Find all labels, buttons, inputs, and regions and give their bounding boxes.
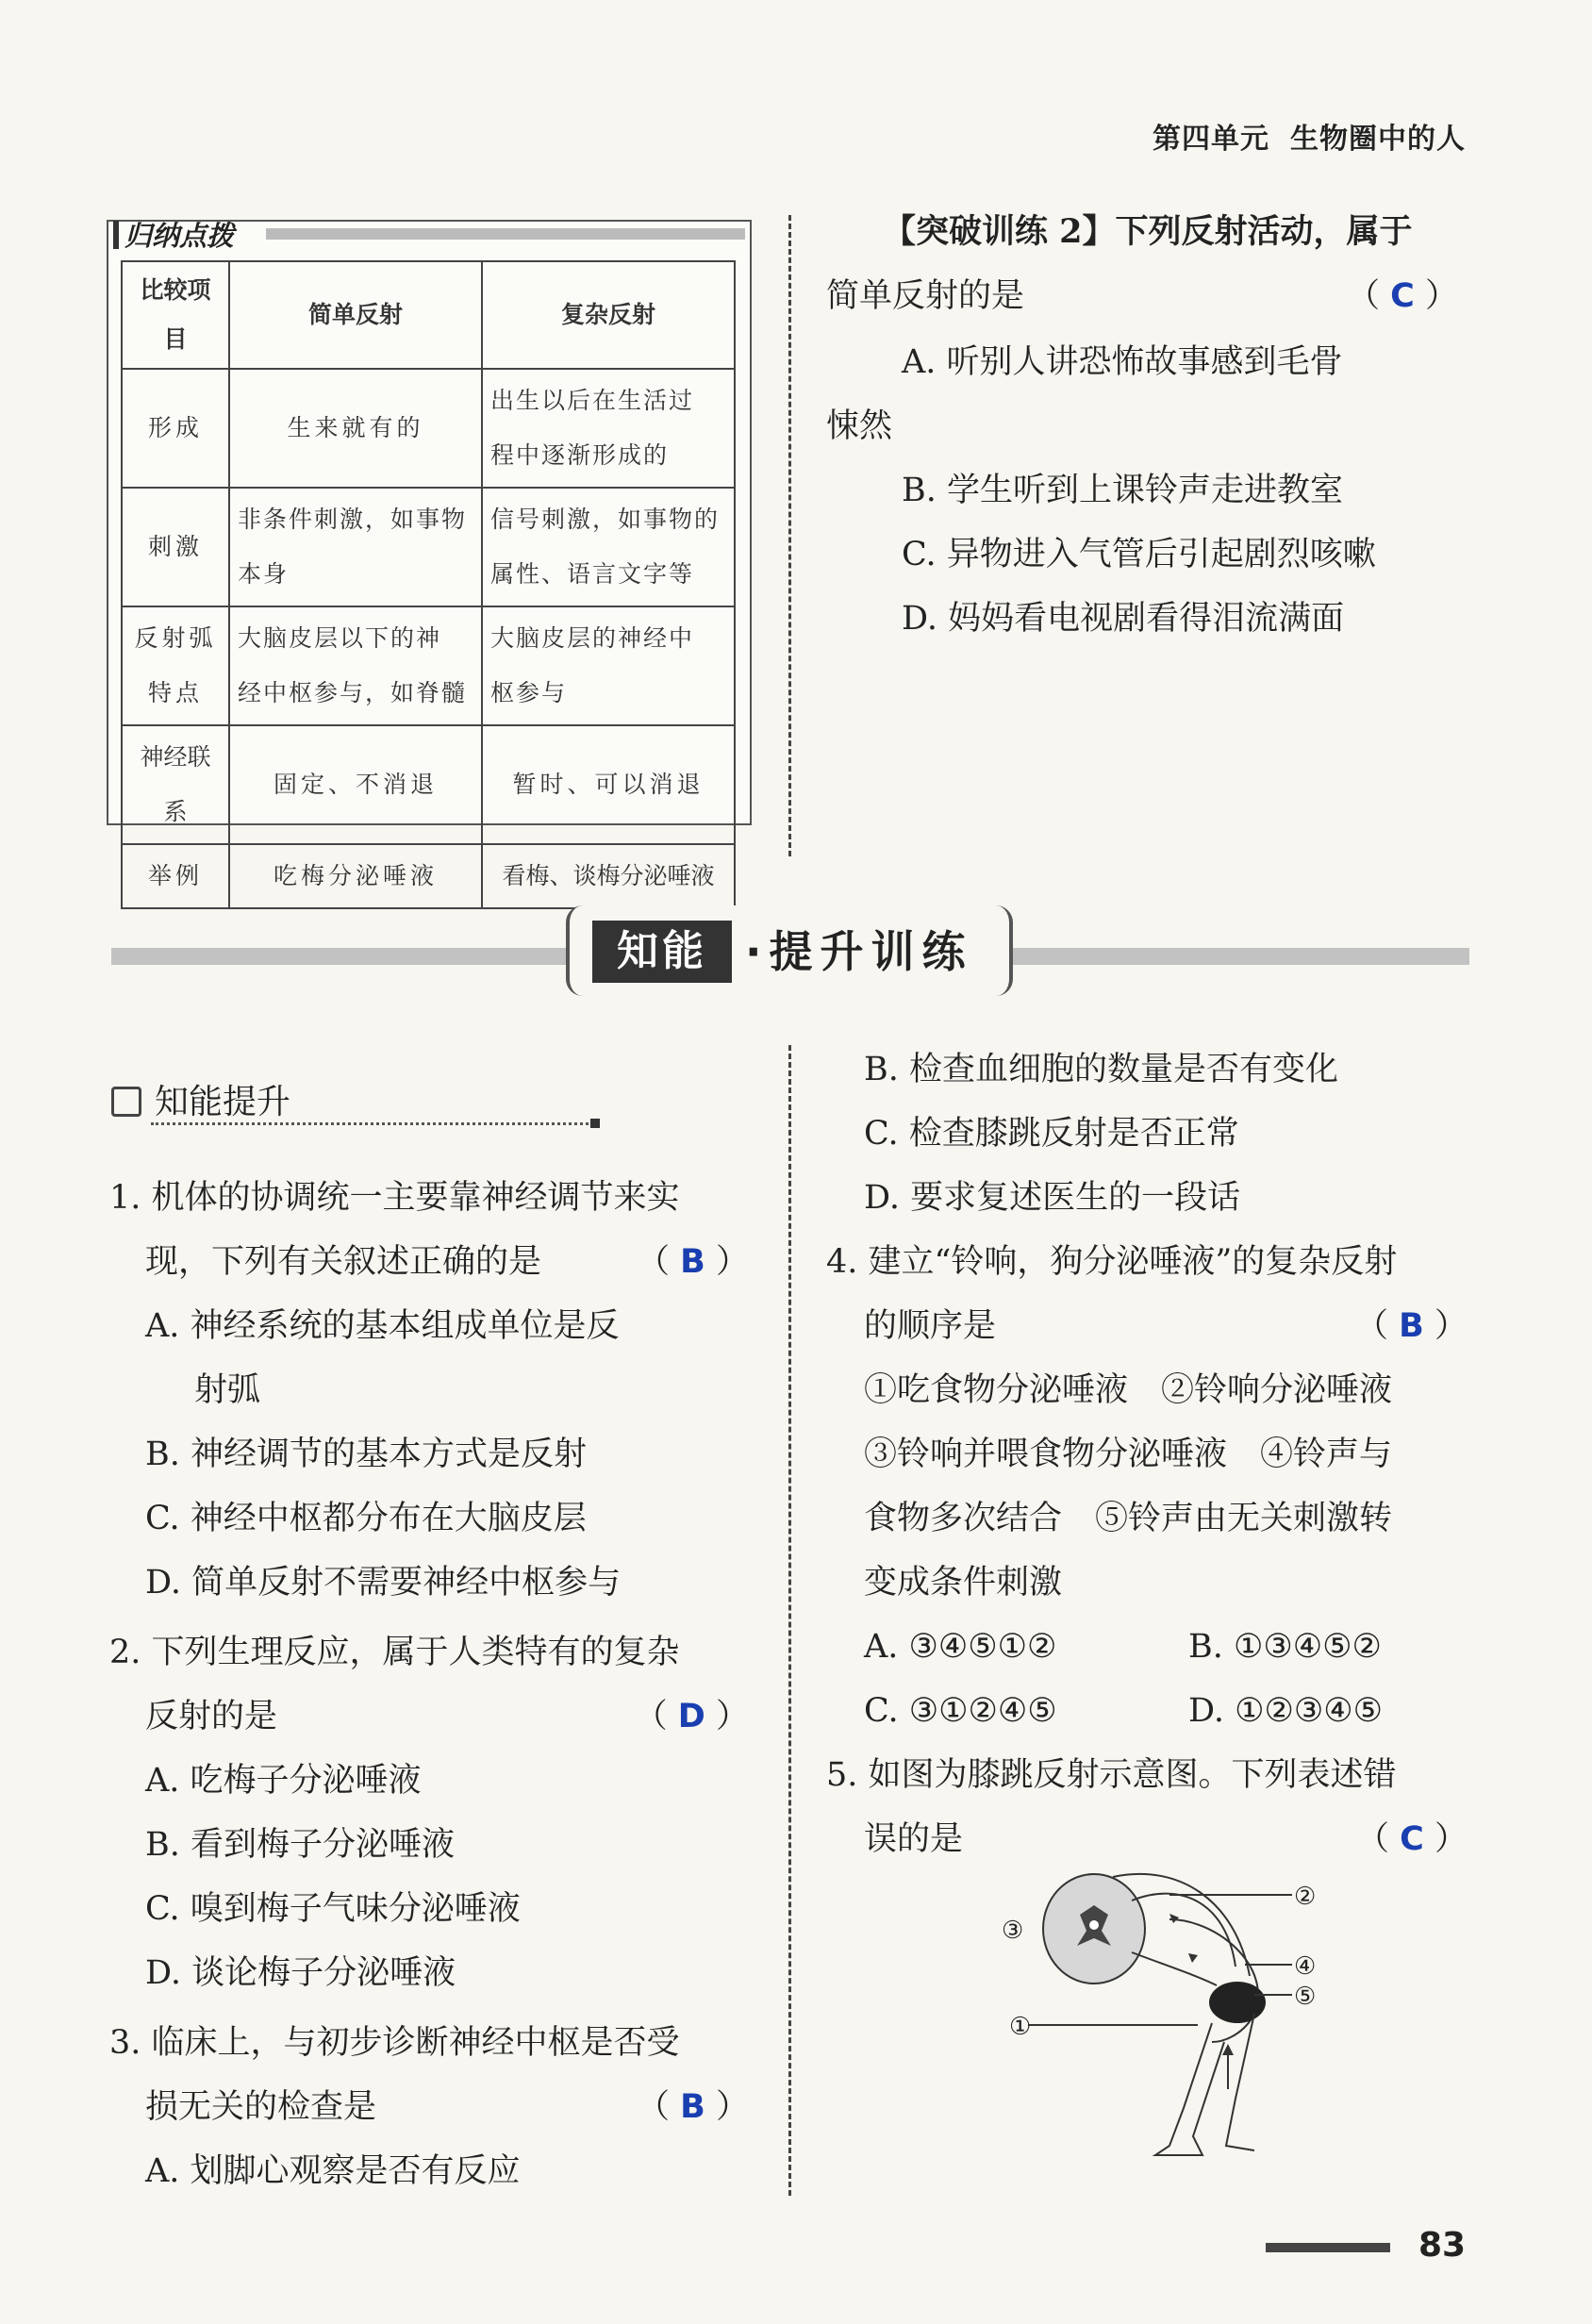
cell-line: 大脑皮层的神经中 — [490, 624, 695, 652]
answer-paren: （ B ） — [637, 2088, 749, 2126]
thigh-outline — [1169, 1919, 1258, 2042]
answer-paren: （ C ） — [1356, 1820, 1468, 1858]
q2-stem: 反射的是 — [145, 1698, 278, 1735]
central-canal — [1089, 1920, 1099, 1930]
table-cell: 生来就有的 — [229, 369, 482, 488]
table-row — [122, 844, 735, 908]
table-cell — [482, 369, 735, 488]
table-row — [122, 606, 735, 725]
q3-line-2 — [145, 2075, 749, 2139]
table-header-cell: 复杂反射 — [482, 261, 735, 369]
table-header-cell: 简单反射 — [229, 261, 482, 369]
q4-stem: 的顺序是 — [864, 1307, 997, 1345]
q1-stem: 现，下列有关叙述正确的是 — [145, 1243, 542, 1281]
cell-line: 本身 — [238, 560, 290, 588]
efferent-nerve — [1132, 1952, 1217, 1985]
arrow-icon — [1169, 1914, 1179, 1923]
square-icon — [111, 1087, 141, 1117]
cell-line: 程中逐渐形成的 — [490, 441, 670, 469]
label-2: ② — [1294, 1883, 1317, 1911]
cell-line: 特点 — [147, 679, 203, 706]
option: B. 学生听到上课铃声走进教室 — [902, 472, 1343, 509]
answer-paren: （ B ） — [1355, 1307, 1468, 1345]
unit-header — [1153, 115, 1466, 157]
section-title-text: 知能提升 — [155, 1083, 291, 1121]
table-cell: 吃梅分泌唾液 — [229, 844, 482, 908]
q3-line-1: 3. 临床上，与初步诊断神经中枢是否受 — [109, 2024, 680, 2062]
page-number: 83 — [1418, 2226, 1467, 2265]
option: A. 划脚心观察是否有反应 — [145, 2152, 521, 2190]
breakthrough-line-2 — [826, 264, 1468, 328]
option: A. 神经系统的基本组成单位是反 — [145, 1307, 620, 1345]
table-cell: 看梅、谈梅分泌唾液 — [482, 844, 735, 908]
summary-title-bar — [266, 228, 745, 240]
table-cell: 形成 — [122, 369, 229, 488]
option: 射弧 — [194, 1371, 261, 1409]
option: A. 听别人讲恐怖故事感到毛骨 — [902, 343, 1343, 381]
cell-line: 信号刺激，如事物的 — [490, 506, 721, 533]
answer-mark: C — [1390, 277, 1415, 315]
answer-mark: B — [1399, 1307, 1424, 1345]
q2-line-2 — [145, 1685, 749, 1749]
answer-mark: B — [680, 2088, 705, 2126]
option: C. 神经中枢都分布在大脑皮层 — [145, 1500, 587, 1537]
answer-mark: B — [680, 1243, 705, 1281]
table-row — [122, 488, 735, 606]
banner-title: ·提升训练 — [745, 926, 973, 977]
cell-line: 非条件刺激，如事物 — [238, 506, 468, 533]
cell-line: 大脑皮层以下的神 — [238, 624, 442, 652]
q4-statement: 变成条件刺激 — [864, 1564, 1063, 1602]
table-cell — [482, 488, 735, 606]
cell-line: 枢参与 — [490, 679, 568, 706]
section-title — [111, 1075, 290, 1123]
section-banner — [566, 905, 1009, 1000]
option: C. ③①②④⑤ — [864, 1692, 1057, 1730]
cell-line: 经中枢参与，如脊髓 — [238, 679, 468, 706]
q5-line-1: 5. 如图为膝跳反射示意图。下列表述错 — [826, 1756, 1397, 1794]
option: 悚然 — [826, 407, 893, 445]
table-cell: 刺激 — [122, 488, 229, 606]
column-divider-bottom — [788, 1045, 791, 2196]
page-number-bar — [1266, 2243, 1390, 2252]
afferent-nerve — [1132, 1894, 1235, 1967]
option: A. ③④⑤①② — [864, 1628, 1057, 1666]
comparison-table — [121, 260, 736, 909]
q4-statement: ③铃响并喂食物分泌唾液 ④铃声与 — [864, 1436, 1393, 1473]
answer-mark: C — [1400, 1820, 1424, 1858]
option: D. 简单反射不需要神经中枢参与 — [145, 1564, 622, 1602]
breakthrough-question: 【突破训练 2】下列反射活动，属于 — [883, 212, 1413, 251]
q4-line-2 — [864, 1294, 1468, 1358]
option: C. 嗅到梅子气味分泌唾液 — [145, 1890, 521, 1928]
breakthrough-stem: 简单反射的是 — [826, 277, 1025, 315]
option: D. 要求复述医生的一段话 — [864, 1179, 1241, 1217]
knee-jerk-reflex-diagram — [990, 1863, 1349, 2174]
q1-line-1: 1. 机体的协调统一主要靠神经调节来实 — [109, 1179, 680, 1217]
arrow-icon — [1222, 2044, 1234, 2055]
lower-leg — [1155, 2023, 1224, 2155]
q5-line-2 — [864, 1807, 1468, 1871]
label-5: ⑤ — [1294, 1983, 1317, 2011]
option: D. 妈妈看电视剧看得泪流满面 — [902, 600, 1345, 638]
unit-label: 第四单元 — [1153, 123, 1269, 156]
option: B. 看到梅子分泌唾液 — [145, 1826, 455, 1864]
table-cell — [482, 606, 735, 725]
summary-tag: 归纳点拨 — [113, 215, 234, 254]
answer-paren: （ D ） — [634, 1698, 749, 1735]
table-cell — [229, 606, 482, 725]
option: B. ①③④⑤② — [1188, 1628, 1382, 1666]
table-cell: 举例 — [122, 844, 229, 908]
table-cell: 神经联系 — [122, 725, 229, 844]
cell-line: 反射弧 — [134, 624, 217, 652]
label-1: ① — [1009, 2013, 1032, 2041]
table-cell: 暂时、可以消退 — [482, 725, 735, 844]
table-cell — [122, 606, 229, 725]
answer-mark: D — [677, 1698, 705, 1735]
table-row — [122, 725, 735, 844]
cell-line: 出生以后在生活过 — [490, 387, 695, 414]
section-underline-dot — [590, 1119, 600, 1128]
option: B. 检查血细胞的数量是否有变化 — [864, 1051, 1338, 1088]
lower-leg-back — [1226, 2014, 1254, 2150]
option: D. 谈论梅子分泌唾液 — [145, 1954, 456, 1992]
option: C. 异物进入气管后引起剧烈咳嗽 — [902, 536, 1376, 573]
label-3: ③ — [1002, 1917, 1024, 1945]
banner-dark-label: 知能 — [592, 921, 732, 983]
quadriceps-muscle — [1209, 1982, 1266, 2023]
option: B. 神经调节的基本方式是反射 — [145, 1436, 587, 1473]
q4-statement: ①吃食物分泌唾液 ②铃响分泌唾液 — [864, 1371, 1393, 1409]
q5-stem: 误的是 — [864, 1820, 964, 1858]
arrow-icon — [1188, 1953, 1198, 1963]
answer-paren: （ B ） — [637, 1243, 749, 1281]
breakthrough-line-1 — [883, 200, 1413, 264]
column-divider-top — [788, 215, 791, 856]
q4-statement: 食物多次结合 ⑤铃声由无关刺激转 — [864, 1500, 1393, 1537]
answer-paren: （ C ） — [1347, 277, 1458, 315]
q2-line-1: 2. 下列生理反应，属于人类特有的复杂 — [109, 1634, 680, 1671]
unit-title: 生物圈中的人 — [1290, 123, 1466, 156]
label-4: ④ — [1294, 1952, 1317, 1981]
table-row — [122, 369, 735, 488]
cell-line: 属性、语言文字等 — [490, 560, 695, 588]
option: A. 吃梅子分泌唾液 — [145, 1762, 422, 1800]
table-header-row — [122, 261, 735, 369]
q3-stem: 损无关的检查是 — [145, 2088, 377, 2126]
table-header-cell: 比较项目 — [122, 261, 229, 369]
section-underline — [151, 1122, 594, 1125]
option: C. 检查膝跳反射是否正常 — [864, 1115, 1239, 1153]
q4-line-1: 4. 建立“铃响，狗分泌唾液”的复杂反射 — [826, 1243, 1398, 1281]
option: D. ①②③④⑤ — [1188, 1692, 1383, 1730]
table-cell — [229, 488, 482, 606]
q1-line-2 — [145, 1230, 749, 1294]
table-cell: 固定、不消退 — [229, 725, 482, 844]
